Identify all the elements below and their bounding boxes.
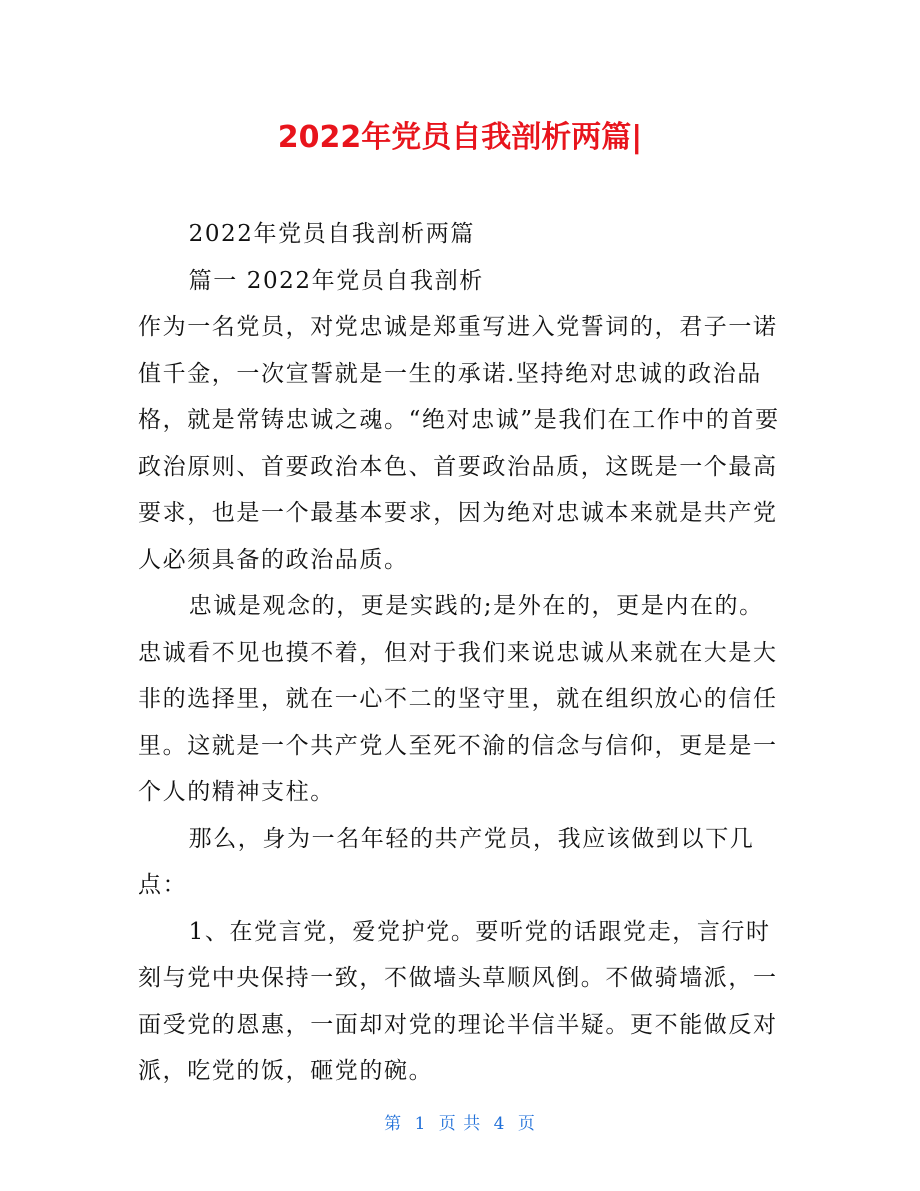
footer-prefix: 第 bbox=[384, 1114, 403, 1134]
footer-suffix: 页 bbox=[517, 1114, 536, 1134]
footer-mid: 页 共 bbox=[438, 1114, 482, 1134]
footer-total-pages: 4 bbox=[493, 1114, 506, 1134]
document-title: 2022年党员自我剖析两篇| bbox=[277, 120, 643, 155]
footer-current-page: 1 bbox=[414, 1114, 427, 1134]
body-paragraph-3: 那么，身为一名年轻的共产党员，我应该做到以下几点： bbox=[138, 825, 755, 898]
body-paragraph-2: 忠诚是观念的，更是实践的;是外在的，更是内在的。忠诚看不见也摸不着，但对于我们来说忠诚从来就在大是大非的选择里，就在一心不二的坚守里，就在组织放心的信任里。这就是一个共产党人至死不渝的信念与信仰，更是是一个人的精神支柱。 bbox=[138, 593, 778, 805]
body-paragraph-1: 作为一名党员，对党忠诚是郑重写进入党誓词的，君子一诺值千金，一次宣誓就是一生的承诺.坚持绝对忠诚的政治品格，就是常铸忠诚之魂。“绝对忠诚”是我们在工作中的首要政治原则、首要政治本色、首要政治品质，这既是一个最高要求，也是一个最基本要求，因为绝对忠诚本来就是共产党人必须具备的政治品质。 bbox=[138, 314, 780, 573]
document-body bbox=[138, 211, 788, 1095]
subtitle-paragraph: 2022年党员自我剖析两篇 bbox=[188, 221, 475, 247]
body-paragraph-4: 1、在党言党，爱党护党。要听党的话跟党走，言行时刻与党中央保持一致，不做墙头草顺风倒。不做骑墙派，一面受党的恩惠，一面却对党的理论半信半疑。更不能做反对派，吃党的饭，砸党的碗。 bbox=[138, 918, 778, 1084]
section-heading-paragraph: 篇一 2022年党员自我剖析 bbox=[188, 267, 484, 294]
page-footer bbox=[0, 1112, 920, 1136]
